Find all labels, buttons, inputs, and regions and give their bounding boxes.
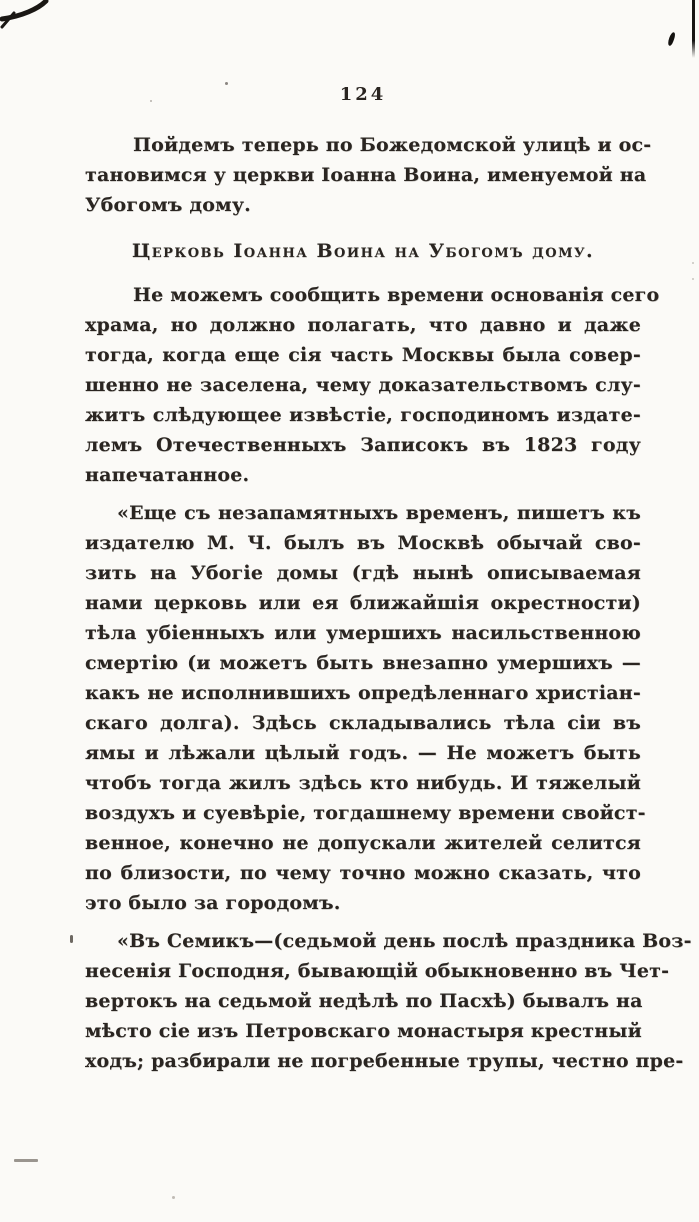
ink-smudge-top-left — [0, 0, 70, 60]
text-line: «Еще съ незапамятныхъ временъ, пишетъ къ — [117, 502, 641, 524]
chapter-heading: Церковь Іоанна Воина на Убогомъ дому. — [131, 240, 595, 262]
text-line: скаго долга). Здѣсь складывались тѣла сіи въ — [85, 712, 641, 734]
text-line: храма, но должно полагать, что давно и даже — [85, 314, 641, 336]
text-line: мѣсто сіе изъ Петровскаго монастыря крестный — [85, 1020, 642, 1042]
text-line: смертію (и можетъ быть внезапно умершихъ — — [85, 652, 641, 674]
text-line: Не можемъ сообщить времени основанія сего — [133, 284, 660, 306]
paragraph — [85, 280, 660, 490]
text-line: лемъ Отечественныхъ Записокъ въ 1823 году — [85, 434, 641, 456]
text-line: какъ не исполнившихъ опредѣленнаго христіан- — [85, 682, 641, 704]
ink-speck — [692, 278, 694, 280]
text-line: ямы и лѣжали цѣлый годъ. — Не можетъ быть — [85, 742, 641, 764]
text-line: ходъ; разбирали не погребенные трупы, честно пре- — [85, 1050, 684, 1072]
text-line: нами церковь или ея ближайшія окрестности) — [85, 592, 641, 614]
text-line: шенно не заселена, чему доказательствомъ слу- — [85, 374, 641, 396]
paragraph — [85, 130, 652, 220]
text-line: тановимся у церкви Іоанна Воина, именуемой на — [85, 164, 647, 186]
text-line: воздухъ и суевѣріе, тогдашнему времени свойст- — [85, 802, 646, 824]
page-number: 124 — [339, 84, 387, 105]
text-line: зить на Убогіе домы (гдѣ нынѣ описываемая — [85, 562, 641, 584]
text-line: напечатанное. — [85, 464, 250, 486]
ink-speck — [70, 935, 73, 943]
text-line: вертокъ на седьмой недѣлѣ по Пасхѣ) бывалъ на — [85, 990, 643, 1012]
text-line: тогда, когда еще сія часть Москвы была совер- — [85, 344, 641, 366]
text-line: тѣла убіенныхъ или умершихъ насильственною — [85, 622, 641, 644]
paragraph — [85, 926, 692, 1076]
text-line: житъ слѣдующее извѣстіе, господиномъ издате- — [85, 404, 641, 426]
ink-speck — [172, 1196, 175, 1199]
text-block — [85, 84, 692, 1084]
text-line: издателю М. Ч. былъ въ Москвѣ обычай сво- — [85, 532, 641, 554]
ink-speck — [692, 262, 694, 264]
ink-speck-mark — [667, 32, 676, 47]
text-line: по близости, по чему точно можно сказать, что — [85, 862, 641, 884]
text-line: это было за городомъ. — [85, 892, 341, 914]
text-line: «Въ Семикъ—(седьмой день послѣ праздника Воз- — [117, 930, 692, 952]
paragraph — [85, 498, 646, 918]
text-line: венное, конечно не допускали жителей селится — [85, 832, 641, 854]
ink-speck — [14, 1159, 38, 1162]
text-line: несенія Господня, бывающій обыкновенно въ Чет- — [85, 960, 670, 982]
text-line: чтобъ тогда жилъ здѣсь кто нибудь. И тяжелый — [85, 772, 641, 794]
text-line: Пойдемъ теперь по Божедомской улицѣ и ос- — [133, 134, 652, 156]
text-line: Убогомъ дому. — [85, 194, 251, 216]
page-edge-line — [692, 0, 695, 58]
